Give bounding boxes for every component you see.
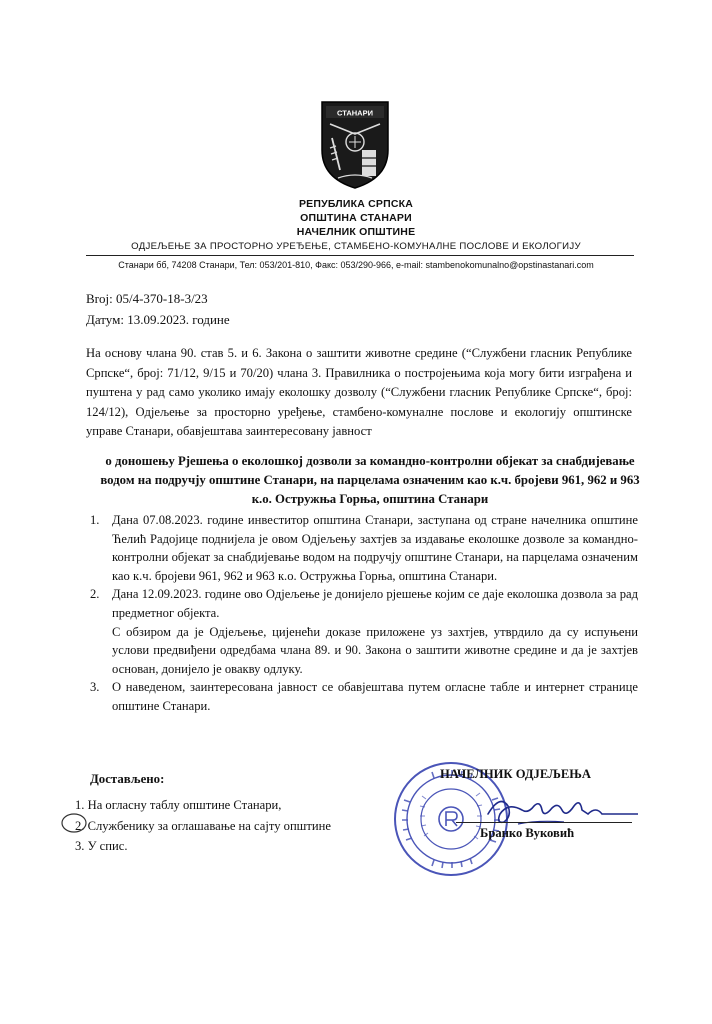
notice-items	[88, 511, 638, 716]
list-item: 3. У спис.	[75, 839, 128, 853]
office-name: НАЧЕЛНИК ОПШТИНЕ	[296, 226, 416, 238]
delivered-list	[75, 795, 331, 857]
item-continuation-text: С обзиром да је Одјељење, цијенећи доказе приложене уз захтјев, утврдило да су испуњени услови предвиђени одредбама члана 89. и 90. Закона о заштити животне средине и да је захтјев основан, донијело је овакву одлуку.	[112, 624, 638, 676]
municipality-name: ОПШТИНА СТАНАРИ	[300, 212, 412, 224]
contact-line: Станари бб, 74208 Станари, Тел: 053/201-810, Факс: 053/290-966, e-mail: stambenokomunalno@opstinastanari.com	[118, 260, 594, 270]
delivered-heading: Достављено:	[90, 772, 165, 786]
item-number: 2.	[90, 587, 100, 602]
handwritten-circle-mark	[60, 812, 88, 834]
municipality-crest-icon	[318, 98, 392, 190]
list-item	[88, 678, 638, 715]
list-item: 2. Службенику за оглашавање на сајту општине	[75, 818, 331, 833]
signatory-title: НАЧЕЛНИК ОДЈЕЉЕЊА	[440, 767, 591, 781]
item-text: О наведеном, заинтересована јавност се обавјештава путем огласне табле и интернет странице општине Станари.	[112, 680, 638, 713]
list-item: 1. На огласну таблу општине Станари,	[75, 798, 282, 812]
document-date: Датум: 13.09.2023. године	[86, 312, 230, 327]
item-text: Дана 12.09.2023. године ово Одјељење је донијело рјешење којим се даје еколошка дозвола за рад предметног објекта.	[112, 587, 638, 620]
signature-line	[456, 822, 632, 823]
document-number: Broj: 05/4-370-18-3/23	[86, 291, 208, 306]
list-item	[88, 585, 638, 678]
item-text: Дана 07.08.2023. године инвеститор општина Станари, заступана од стране начелника општине Ћелић Радојице поднијела је овом Одјељењу захтјев за издавање еколошке дозволе за командно-контролни објекат за снабдијевање водом на подручју општине Станари, на парцелама означеним као к.ч. бројеви 961, 962 и 963 к.о. Остружња Горња, општина Станари.	[112, 513, 638, 583]
header-divider	[86, 255, 634, 256]
intro-paragraph: На основу члана 90. став 5. и 6. Закона о заштити животне средине (“Службени гласник Републике Српске“, број: 71/12, 9/15 и 70/20) члана 3. Правилника о постројењима која могу бити изграђена и пуштена у рад само уколико имају еколошку дозволу (“Службени гласник Републике Српске“, број: 124/12), Одјељење за просторно уређење, стамбено-комуналне послове и екологију општинске управе Станари, обавјештава заинтересовану јавност	[86, 346, 632, 439]
crest-label: СТАНАРИ	[337, 108, 373, 118]
item-number: 3.	[90, 680, 100, 695]
republic-name: РЕПУБЛИКА СРПСКА	[298, 198, 414, 210]
signatory-name: Бранко Вуковић	[480, 826, 575, 840]
list-item	[88, 511, 638, 585]
notice-title: о доношењу Рјешења о еколошкој дозволи за командно-контролни објекат за снабдијевање водом на подручју општине Станари, на парцелама означеним као к.ч. бројеви 961, 962 и 963 к.о. Остружња Горња, општина Станари	[100, 454, 640, 506]
department-name: ОДЈЕЉЕЊЕ ЗА ПРОСТОРНО УРЕЂЕЊЕ, СТАМБЕНО-КОМУНАЛНЕ ПОСЛОВЕ И ЕКОЛОГИЈУ	[131, 241, 581, 252]
item-number: 1.	[90, 513, 100, 527]
